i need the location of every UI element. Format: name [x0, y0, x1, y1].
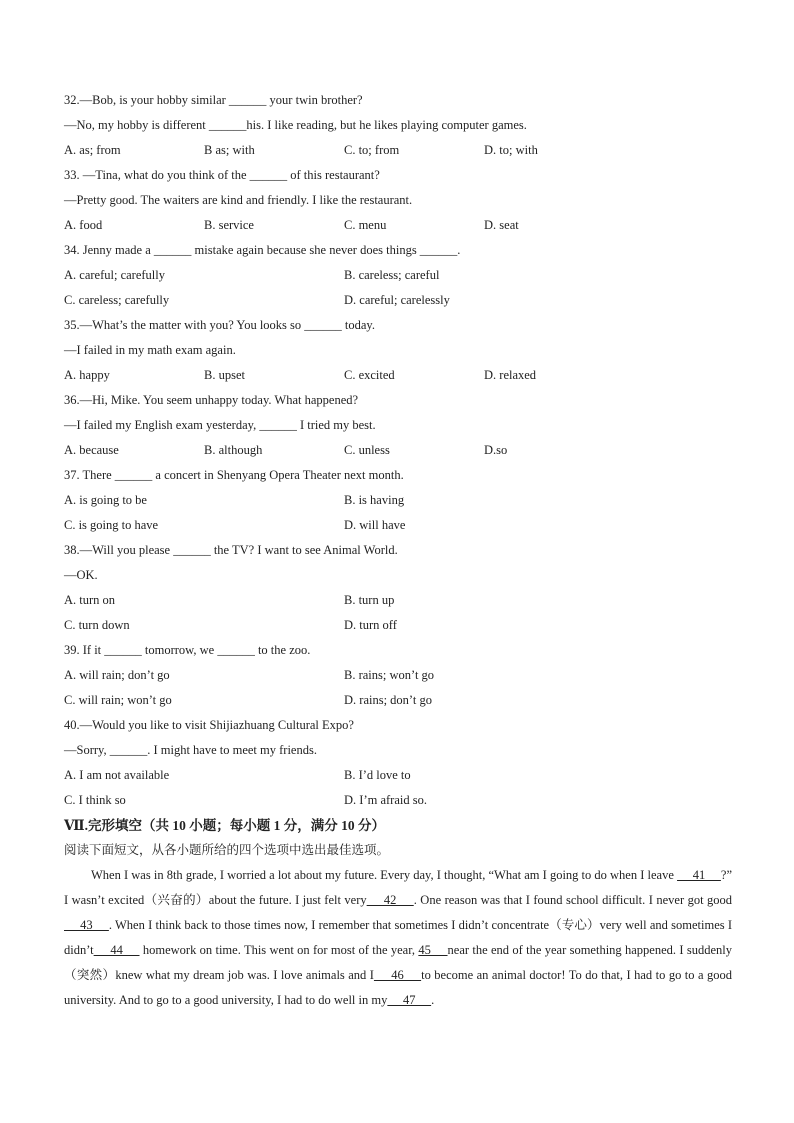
answer-option[interactable]: A. as; from [64, 143, 121, 157]
section-heading: Ⅶ.完形填空（共 10 小题；每小题 1 分，满分 10 分） [64, 818, 385, 833]
passage-text: homework on time. This went on for most of the year, [139, 943, 419, 957]
answer-option[interactable]: D. will have [344, 518, 406, 532]
answer-option[interactable]: C. turn down [64, 618, 130, 632]
answer-option[interactable]: D. I’m afraid so. [344, 793, 427, 807]
cloze-blank[interactable]: 42 [366, 893, 414, 907]
question-stem: —Sorry, ______. I might have to meet my friends. [64, 743, 317, 757]
answer-option[interactable]: D. turn off [344, 618, 397, 632]
question-stem: 32.—Bob, is your hobby similar ______ your twin brother? [64, 93, 363, 107]
answer-option[interactable]: A. happy [64, 368, 110, 382]
answer-option[interactable]: A. will rain; don’t go [64, 668, 170, 682]
cloze-blank[interactable]: 46 [373, 968, 422, 982]
option-row [64, 363, 732, 388]
answer-option[interactable]: A. turn on [64, 593, 116, 607]
option-row [64, 438, 732, 463]
answer-option[interactable]: D.so [484, 443, 508, 457]
answer-option[interactable]: C. will rain; won’t go [64, 693, 172, 707]
question-stem: 36.—Hi, Mike. You seem unhappy today. What happened? [64, 393, 359, 407]
cloze-blank[interactable]: 44 [93, 943, 140, 957]
passage-text: to become an animal doctor! To do that, I had to go to a good university. And to go to a good university, I had to do well in my [64, 968, 733, 1007]
answer-option[interactable]: D. seat [484, 218, 519, 232]
question-stem: —OK. [64, 568, 98, 582]
passage-text: When I was in 8th grade, I worried a lot about my future. Every day, I thought, “What am I going to do when I leave [91, 868, 678, 882]
answer-option[interactable]: C. to; from [344, 143, 400, 157]
option-row [64, 763, 732, 788]
option-row [64, 263, 732, 288]
answer-option[interactable]: A. because [64, 443, 119, 457]
answer-option[interactable]: B. service [204, 218, 254, 232]
answer-option[interactable]: A. food [64, 218, 103, 232]
answer-option[interactable]: B as; with [204, 143, 255, 157]
option-row [64, 288, 732, 313]
question-stem: —I failed in my math exam again. [64, 343, 236, 357]
answer-option[interactable]: B. although [204, 443, 263, 457]
answer-option[interactable]: D. relaxed [484, 368, 537, 382]
question-list [64, 88, 732, 813]
answer-option[interactable]: C. I think so [64, 793, 126, 807]
cloze-passage [64, 863, 732, 1013]
question-stem: 39. If it ______ tomorrow, we ______ to the zoo. [64, 643, 311, 657]
option-row [64, 663, 732, 688]
option-row [64, 513, 732, 538]
answer-option[interactable]: A. I am not available [64, 768, 170, 782]
passage-text: ?” I wasn’t excited（兴奋的）about the future. I just felt very [64, 868, 732, 907]
cloze-blank[interactable]: 47 [387, 993, 432, 1007]
answer-option[interactable]: C. unless [344, 443, 390, 457]
answer-option[interactable]: C. excited [344, 368, 395, 382]
question-stem: —I failed my English exam yesterday, ______ I tried my best. [64, 418, 376, 432]
answer-option[interactable]: C. menu [344, 218, 387, 232]
option-row [64, 688, 732, 713]
passage-text: . One reason was that I found school difficult. I never got good [413, 893, 732, 907]
passage-text: . [431, 993, 435, 1007]
question-stem: 34. Jenny made a ______ mistake again because she never does things ______. [64, 243, 461, 257]
answer-option[interactable]: D. to; with [484, 143, 538, 157]
question-stem: —No, my hobby is different ______his. I like reading, but he likes playing computer games. [64, 118, 527, 132]
passage-text: . When I think back to those times now, I remember that sometimes I didn’t concentrate（专心）very well and sometimes I didn’t [64, 918, 733, 957]
cloze-blank[interactable]: 43 [64, 918, 109, 932]
answer-option[interactable]: B. rains; won’t go [344, 668, 435, 682]
passage-text: near the end of the year something happened. I suddenly（突然）knew what my dream job was. I love animals and I [64, 943, 732, 982]
question-stem: —Pretty good. The waiters are kind and friendly. I like the restaurant. [64, 193, 413, 207]
answer-option[interactable]: B. upset [204, 368, 245, 382]
option-row [64, 488, 732, 513]
answer-option[interactable]: C. careless; carefully [64, 293, 170, 307]
answer-option[interactable]: D. careful; carelessly [344, 293, 450, 307]
answer-option[interactable]: A. is going to be [64, 493, 147, 507]
question-stem: 38.—Will you please ______ the TV? I want to see Animal World. [64, 543, 398, 557]
option-row [64, 138, 732, 163]
question-stem: 40.—Would you like to visit Shijiazhuang Cultural Expo? [64, 718, 354, 732]
option-row [64, 613, 732, 638]
question-stem: 35.—What’s the matter with you? You looks so ______ today. [64, 318, 375, 332]
question-stem: 33. —Tina, what do you think of the ______ of this restaurant? [64, 168, 380, 182]
question-stem: 37. There ______ a concert in Shenyang Opera Theater next month. [64, 468, 404, 482]
answer-option[interactable]: C. is going to have [64, 518, 159, 532]
answer-option[interactable]: B. I’d love to [344, 768, 411, 782]
answer-option[interactable]: B. turn up [344, 593, 395, 607]
option-row [64, 588, 732, 613]
exam-page [64, 88, 732, 1013]
answer-option[interactable]: B. is having [344, 493, 405, 507]
section-instruction: 阅读下面短文，从各小题所给的四个选项中选出最佳选项。 [64, 843, 390, 857]
cloze-blank[interactable]: 41 [677, 868, 721, 882]
answer-option[interactable]: B. careless; careful [344, 268, 440, 282]
option-row [64, 788, 732, 813]
option-row [64, 213, 732, 238]
answer-option[interactable]: A. careful; carefully [64, 268, 165, 282]
cloze-blank[interactable]: 45 [418, 943, 448, 957]
answer-option[interactable]: D. rains; don’t go [344, 693, 432, 707]
